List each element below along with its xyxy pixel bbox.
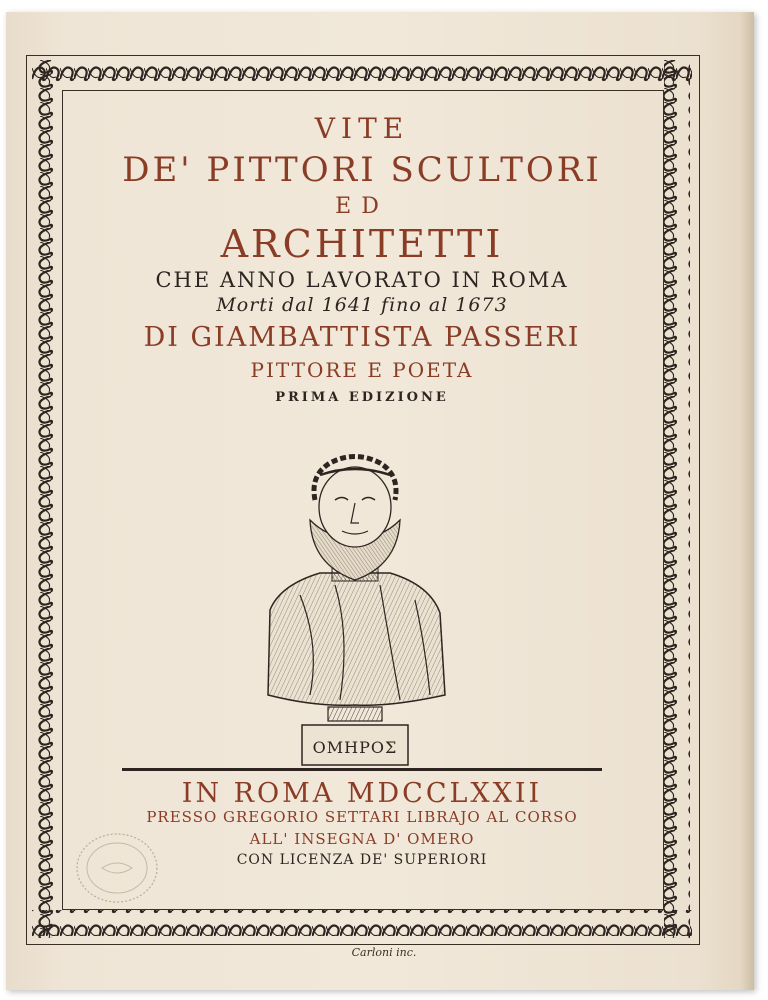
- imprint-sign: ALL' INSEGNA D' OMERO: [249, 830, 475, 848]
- title-line-vite: VITE: [314, 112, 410, 145]
- edition-line: PRIMA EDIZIONE: [275, 390, 449, 405]
- library-stamp: [74, 830, 160, 906]
- author-line: DI GIAMBATTISTA PASSERI: [143, 322, 581, 353]
- homer-bust-engraving: [240, 445, 470, 770]
- imprint-printer: PRESSO GREGORIO SETTARI LIBRAJO AL CORSO: [146, 808, 578, 826]
- plinth-inscription: ΟΜΗΡΟΣ: [312, 738, 398, 757]
- imprint-rule: [122, 768, 602, 771]
- title-line-ed: ED: [335, 194, 389, 219]
- title-line-architetti: ARCHITETTI: [220, 222, 504, 266]
- author-role: PITTORE E POETA: [250, 358, 474, 382]
- title-line-pittori-scultori: DE' PITTORI SCULTORI: [122, 150, 602, 190]
- imprint-city-year: IN ROMA MDCCLXXII: [181, 778, 543, 809]
- imprint-license: CON LICENZA DE' SUPERIORI: [236, 852, 488, 868]
- title-line-lavorato: CHE ANNO LAVORATO IN ROMA: [155, 268, 569, 292]
- engraver-credit: Carloni inc.: [351, 946, 417, 959]
- title-line-morti: Morti dal 1641 fino al 1673: [216, 294, 508, 316]
- page-edge: [740, 12, 754, 990]
